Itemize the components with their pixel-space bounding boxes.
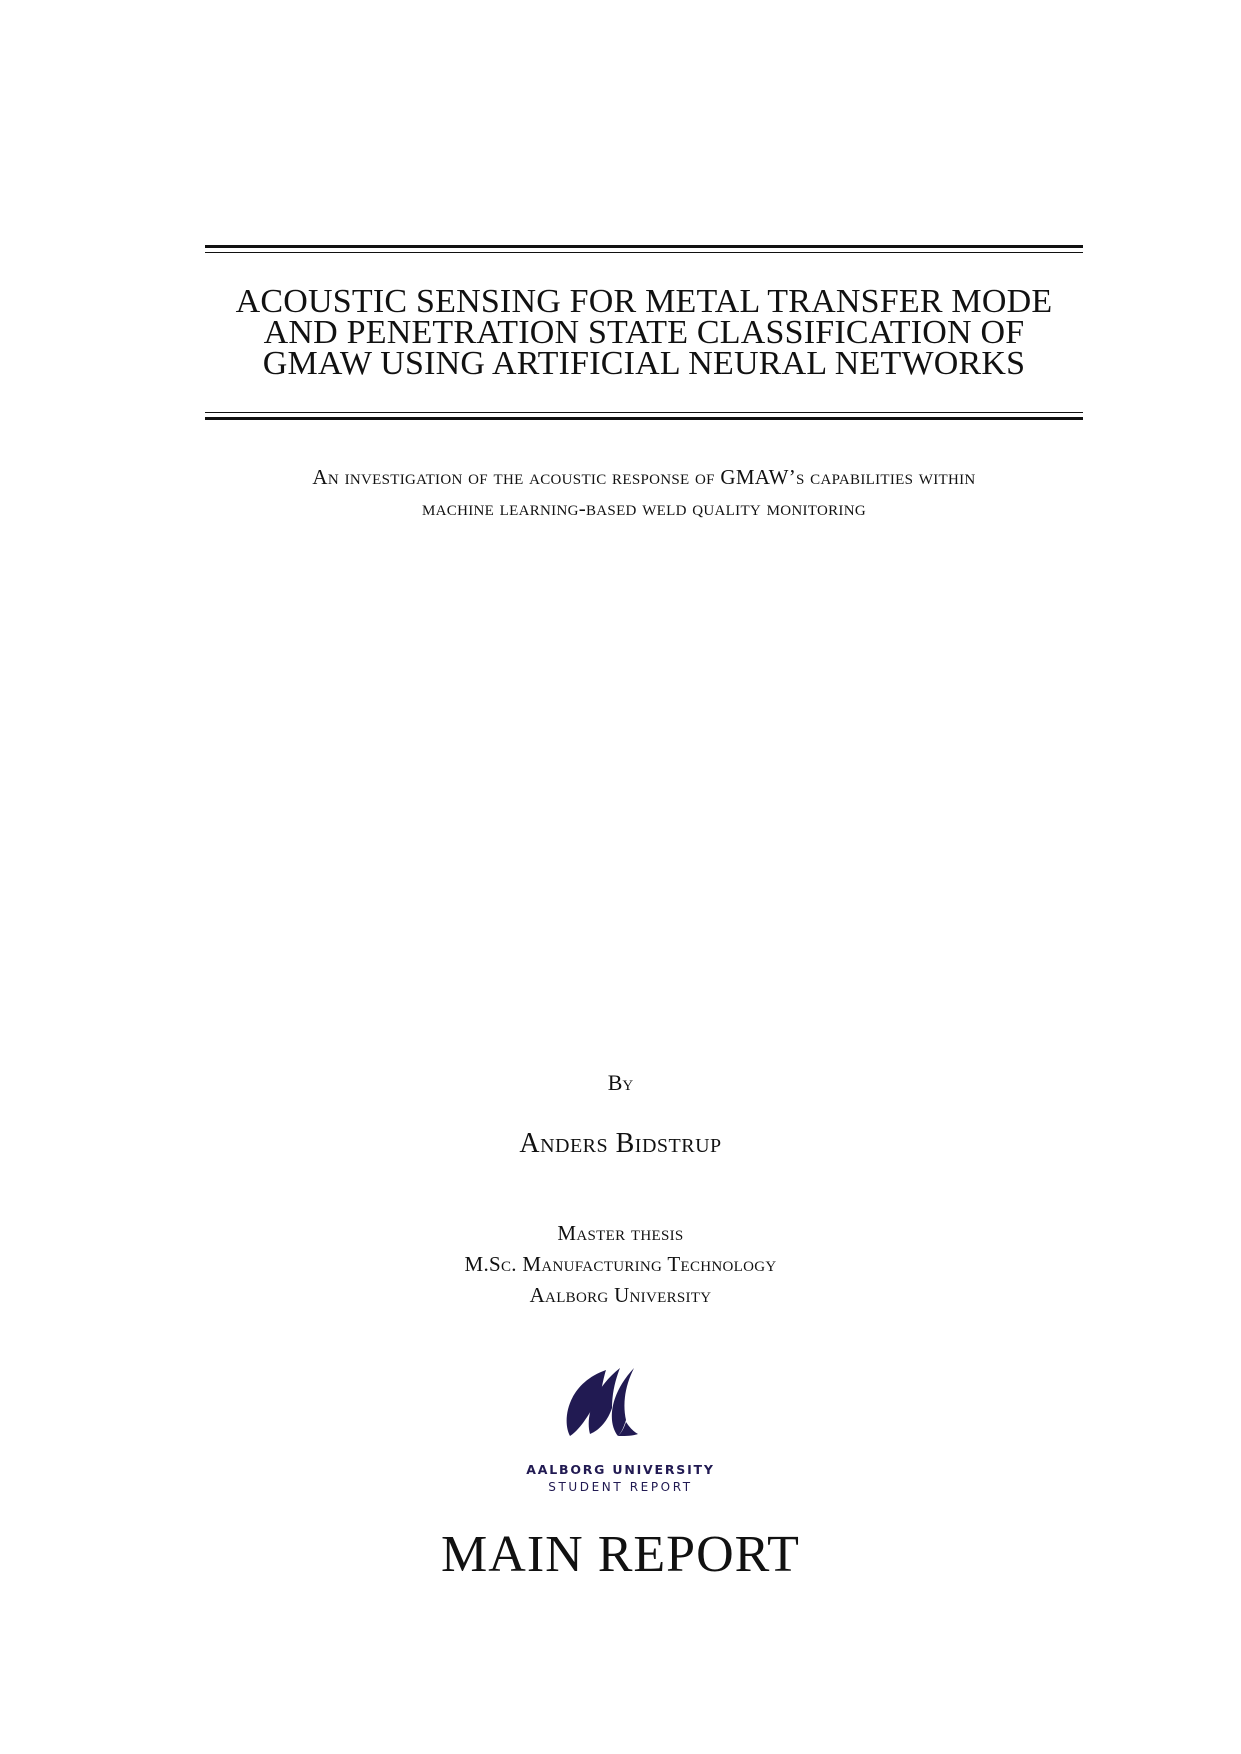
author-name: Anders Bidstrup <box>519 1128 722 1159</box>
title-bottom-rule-thin <box>205 412 1083 413</box>
logo-student-report: STUDENT REPORT <box>548 1480 693 1494</box>
title-line-2: AND PENETRATION STATE CLASSIFICATION OF <box>263 314 1025 351</box>
report-type: MAIN REPORT <box>441 1526 800 1583</box>
logo-university-name: AALBORG UNIVERSITY <box>526 1462 715 1477</box>
subtitle-line-2: machine learning-based weld quality monitoring <box>422 496 866 520</box>
thesis-title <box>205 283 1083 382</box>
degree-line-3: Aalborg University <box>529 1283 712 1307</box>
title-top-rule-thick <box>205 245 1083 248</box>
degree-line-1: Master thesis <box>557 1221 684 1245</box>
title-top-rule-thin <box>205 252 1083 253</box>
title-bottom-rule-thick <box>205 417 1083 420</box>
degree-info <box>0 1218 1241 1311</box>
title-line-1: ACOUSTIC SENSING FOR METAL TRANSFER MODE <box>235 283 1053 320</box>
thesis-subtitle <box>205 462 1083 524</box>
by-label: By <box>607 1070 634 1095</box>
title-line-3: GMAW USING ARTIFICIAL NEURAL NETWORKS <box>262 345 1026 382</box>
subtitle-line-1: An investigation of the acoustic response of GMAW’s capabilities within <box>312 465 976 489</box>
degree-line-2: M.Sc. Manufacturing Technology <box>464 1252 777 1276</box>
